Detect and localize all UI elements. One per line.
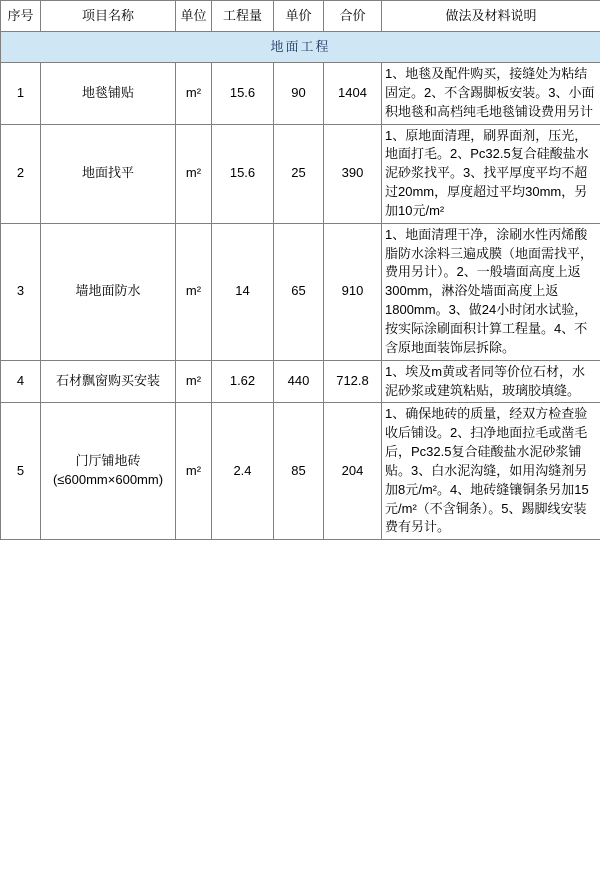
row-quantity: 15.6 [212,63,274,125]
header-unit: 单位 [176,1,212,32]
row-name: 门厅铺地砖(≤600mm×600mm) [41,403,176,540]
row-description: 1、确保地砖的质量，经双方检查验收后铺设。2、扫净地面拉毛或凿毛后，Pc32.5复合硅酸盐水泥砂浆铺贴。3、白水泥沟缝，如用沟缝剂另加8元/m²。4、地砖缝镶铜条另加15元/m²（不含铜条）。5、踢脚线安装费有另计。 [382,403,600,540]
row-name: 地面找平 [41,124,176,223]
header-quantity: 工程量 [212,1,274,32]
row-unit-price: 440 [274,360,324,403]
table-row [1,360,600,403]
section-title: 地面工程 [1,32,600,63]
table-row [1,223,600,360]
row-description: 1、地毯及配件购买，接缝处为粘结固定。2、不含踢脚板安装。3、小面积地毯和高档纯毛地毯铺设费用另计 [382,63,600,125]
row-quantity: 2.4 [212,403,274,540]
row-unit-price: 65 [274,223,324,360]
row-unit-price: 90 [274,63,324,125]
table-row [1,124,600,223]
header-unit-price: 单价 [274,1,324,32]
header-name: 项目名称 [41,1,176,32]
header-no: 序号 [1,1,41,32]
row-unit-price: 25 [274,124,324,223]
row-unit: m² [176,63,212,125]
header-total-price: 合价 [324,1,382,32]
row-no: 2 [1,124,41,223]
row-total-price: 390 [324,124,382,223]
table-row [1,63,600,125]
row-total-price: 712.8 [324,360,382,403]
row-total-price: 204 [324,403,382,540]
table-header-row [1,1,600,32]
row-unit: m² [176,403,212,540]
row-no: 1 [1,63,41,125]
row-description: 1、地面清理干净，涂刷水性丙烯酸脂防水涂料三遍成膜（地面需找平，费用另计）。2、一般墙面高度上返300mm，淋浴处墙面高度上返1800mm。3、做24小时闭水试验，按实际涂刷面积计算工程量。4、不含原地面装饰层拆除。 [382,223,600,360]
row-description: 1、原地面清理，刷界面剂，压光，地面打毛。2、Pc32.5复合硅酸盐水泥砂浆找平。3、找平厚度平均不超过20mm，厚度超过平均30mm，另加10元/m² [382,124,600,223]
row-total-price: 1404 [324,63,382,125]
row-quantity: 14 [212,223,274,360]
row-unit: m² [176,124,212,223]
row-unit: m² [176,360,212,403]
row-no: 3 [1,223,41,360]
row-quantity: 1.62 [212,360,274,403]
row-description: 1、埃及m黄或者同等价位石材，水泥砂浆或建筑粘贴，玻璃胶填缝。 [382,360,600,403]
table-row [1,403,600,540]
row-no: 5 [1,403,41,540]
row-unit-price: 85 [274,403,324,540]
row-name: 墙地面防水 [41,223,176,360]
header-description: 做法及材料说明 [382,1,600,32]
row-total-price: 910 [324,223,382,360]
row-unit: m² [176,223,212,360]
row-name: 石材飘窗购买安装 [41,360,176,403]
row-no: 4 [1,360,41,403]
row-name: 地毯铺贴 [41,63,176,125]
section-header-row [1,32,600,63]
row-quantity: 15.6 [212,124,274,223]
